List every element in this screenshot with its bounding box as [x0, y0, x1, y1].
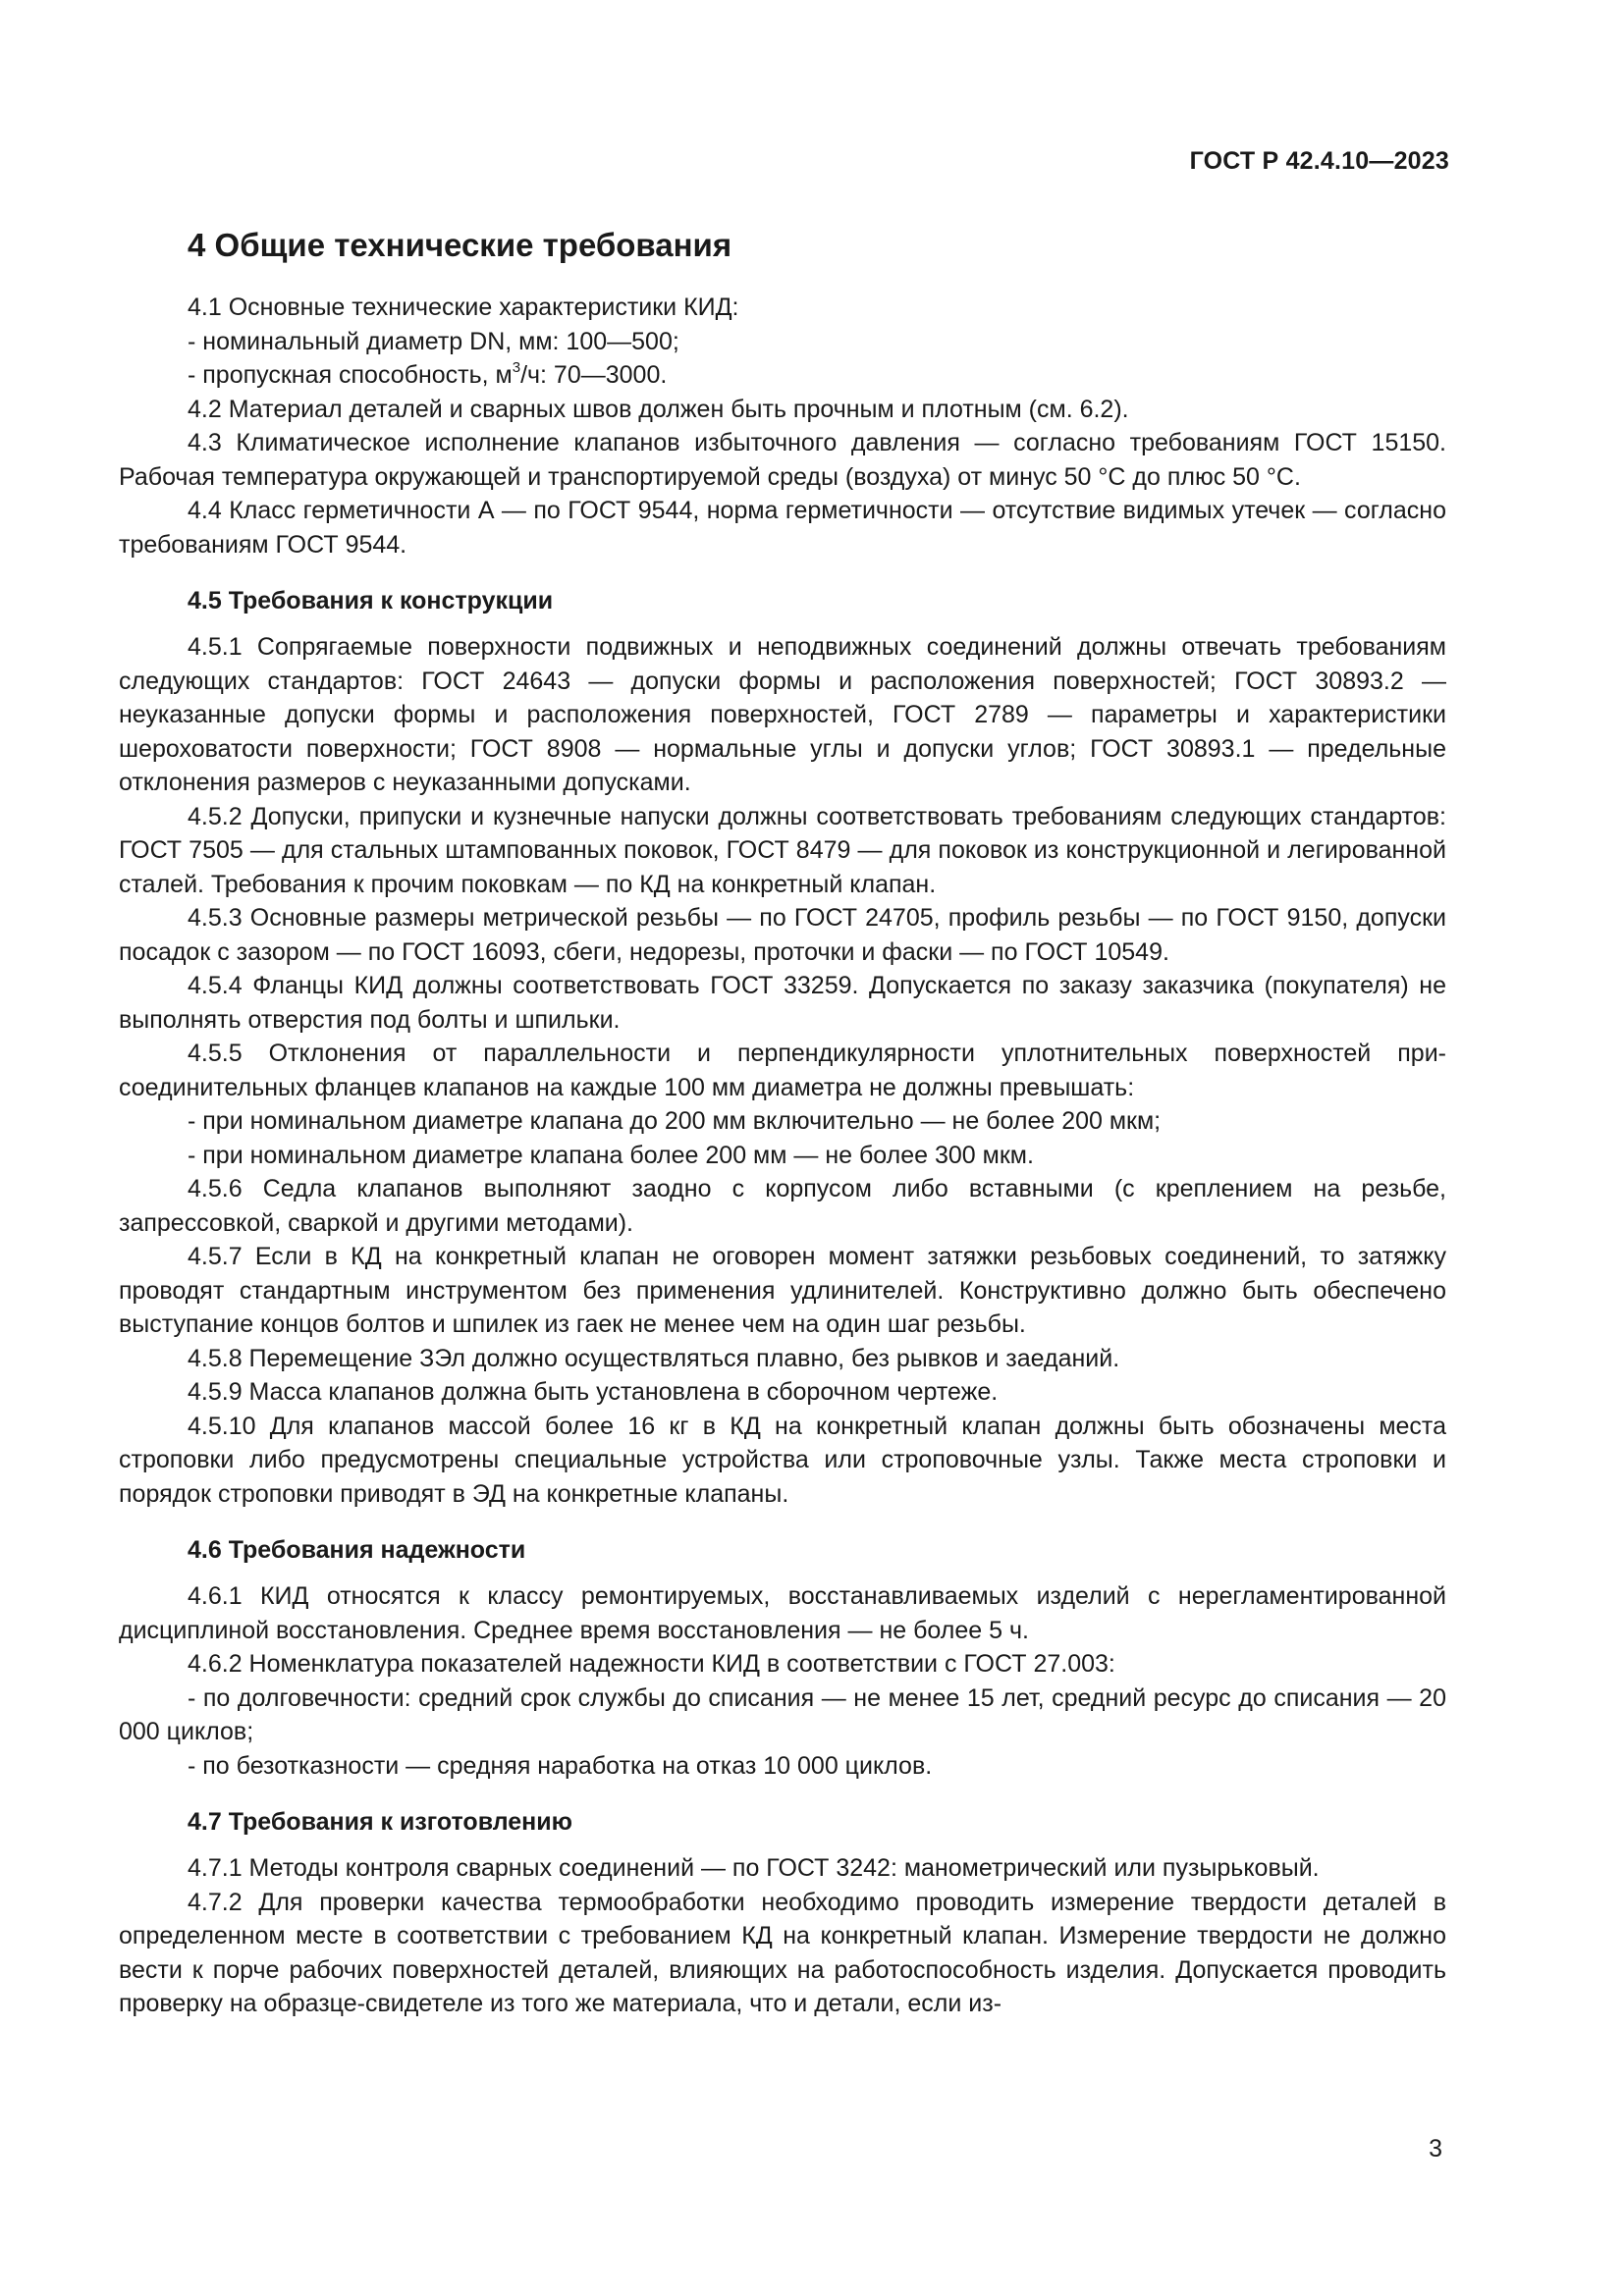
page-number: 3: [1429, 2135, 1442, 2163]
list-item-4-6-2-a: - по долговечности: средний срок службы до списания — не менее 15 лет, средний ресурс до списания — 20 000 циклов;: [119, 1683, 1446, 1745]
paragraph-4-5-4: 4.5.4 Фланцы КИД должны соответствовать ГОСТ 33259. Допускается по заказу заказчика (покупателя) не выполнять отверстия под болты и шпильки.: [119, 972, 1446, 1034]
paragraph-4-5-1: 4.5.1 Сопрягаемые поверхности подвижных и неподвижных соединений должны отвечать требованиям следующих стандартов: ГОСТ 24643 — допуски формы и расположения поверхностей; ГОСТ 30893.2 — неуказанные допуски формы и расположения поверхностей, ГОСТ 2789 — параметры и характеристики шероховатости поверхности; ГОСТ 8908 — нормальные углы и допуски углов; ГОСТ 30893.1 — предельные отклонения размеров с неуказанными допусками.: [119, 633, 1446, 796]
paragraph-4-5-3: 4.5.3 Основные размеры метрической резьбы — по ГОСТ 24705, профиль резьбы — по ГОСТ 9150, допуски посадок с зазором — по ГОСТ 16093, сбеги, недорезы, проточки и фаски — по ГОСТ 10549.: [119, 904, 1446, 966]
list-item-dn: - номинальный диаметр DN, мм: 100—500;: [188, 327, 679, 355]
list-item-4-5-5-b: - при номинальном диаметре клапана более 200 мм — не более 300 мкм.: [188, 1141, 1034, 1169]
section-4-6-title: 4.6 Требования надежности: [188, 1536, 526, 1564]
paragraph-4-7-1: 4.7.1 Методы контроля сварных соединений — по ГОСТ 3242: манометрический или пузырьковый.: [188, 1854, 1320, 1882]
section-4-7-title: 4.7 Требования к изготовлению: [188, 1808, 573, 1836]
paragraph-4-5-7: 4.5.7 Если в КД на конкретный клапан не оговорен момент затяжки резьбовых соединений, то затяжку проводят стандартным инструментом без применения удлинителей. Конструктивно должно быть обеспечено выступание концов болтов и шпилек из гаек не менее чем на один шаг резьбы.: [119, 1243, 1446, 1338]
paragraph-4-5-9: 4.5.9 Масса клапанов должна быть установлена в сборочном чертеже.: [188, 1378, 999, 1406]
page-content: [119, 224, 1446, 2021]
paragraph-4-1: 4.1 Основные технические характеристики КИД:: [188, 294, 739, 321]
flow-superscript: 3: [512, 358, 521, 376]
paragraph-4-5-8: 4.5.8 Перемещение ЗЭл должно осуществляться плавно, без рывков и заеданий.: [188, 1344, 1120, 1372]
section-4-5-title: 4.5 Требования к конструкции: [188, 587, 554, 614]
paragraph-4-4: 4.4 Класс герметичности А — по ГОСТ 9544, норма герметичности — отсутствие видимых утечек — согласно требованиям ГОСТ 9544.: [119, 497, 1446, 559]
paragraph-4-5-6: 4.5.6 Седла клапанов выполняют заодно с корпусом либо вставными (с креплением на резьбе, запрессовкой, сваркой и другими методами).: [119, 1175, 1446, 1237]
paragraph-4-2: 4.2 Материал деталей и сварных швов должен быть прочным и плотным (см. 6.2).: [188, 395, 1129, 423]
paragraph-4-7-2: 4.7.2 Для проверки качества термообработки необходимо проводить измерение твердости деталей в определенном месте в соответствии с требованием КД на конкретный клапан. Измерение твердости не должно вести к порче рабочих поверхностей деталей, влияющих на работоспособность изделия. Допускается проводить проверку на образце-свидетеле из того же материала, что и детали, если из-: [119, 1888, 1446, 2017]
list-item-4-5-5-a: - при номинальном диаметре клапана до 200 мм включительно — не более 200 мкм;: [188, 1107, 1162, 1135]
document-code: ГОСТ Р 42.4.10—2023: [1189, 147, 1449, 175]
paragraph-4-5-10: 4.5.10 Для клапанов массой более 16 кг в КД на конкретный клапан должны быть обозначены места строповки либо предусмотрены специальные устройства или строповочные узлы. Также места строповки и порядок строповки приводят в ЭД на конкретные клапаны.: [119, 1412, 1446, 1508]
flow-text-post: /ч: 70—3000.: [520, 361, 668, 389]
flow-text-pre: - пропускная способность, м: [188, 361, 513, 389]
paragraph-4-3: 4.3 Климатическое исполнение клапанов избыточного давления — согласно требованиям ГОСТ 15150. Рабочая температура окружающей и транспортируемой среды (воздуха) от минус 50 °С до плюс 50 °С.: [119, 429, 1446, 491]
paragraph-4-5-2: 4.5.2 Допуски, припуски и кузнечные напуски должны соответствовать требованиям следующих стандартов: ГОСТ 7505 — для стальных штампованных поковок, ГОСТ 8479 — для поковок из конструкционной и легированной сталей. Требования к прочим поковкам — по КД на конкретный клапан.: [119, 802, 1446, 898]
paragraph-4-6-1: 4.6.1 КИД относятся к классу ремонтируемых, восстанавливаемых изделий с нерегламентированной дисциплиной восстановления. Среднее время восстановления — не более 5 ч.: [119, 1582, 1446, 1644]
paragraph-4-5-5: 4.5.5 Отклонения от параллельности и перпендикулярности уплотнительных поверхностей присоединительных фланцев клапанов на каждые 100 мм диаметра не должны превышать:: [119, 1040, 1446, 1101]
list-item-flow: [119, 358, 1446, 393]
section-4-title: 4 Общие технические требования: [188, 227, 732, 263]
paragraph-4-6-2: 4.6.2 Номенклатура показателей надежности КИД в соответствии с ГОСТ 27.003:: [188, 1650, 1115, 1678]
list-item-4-6-2-b: - по безотказности — средняя наработка на отказ 10 000 циклов.: [188, 1751, 933, 1780]
